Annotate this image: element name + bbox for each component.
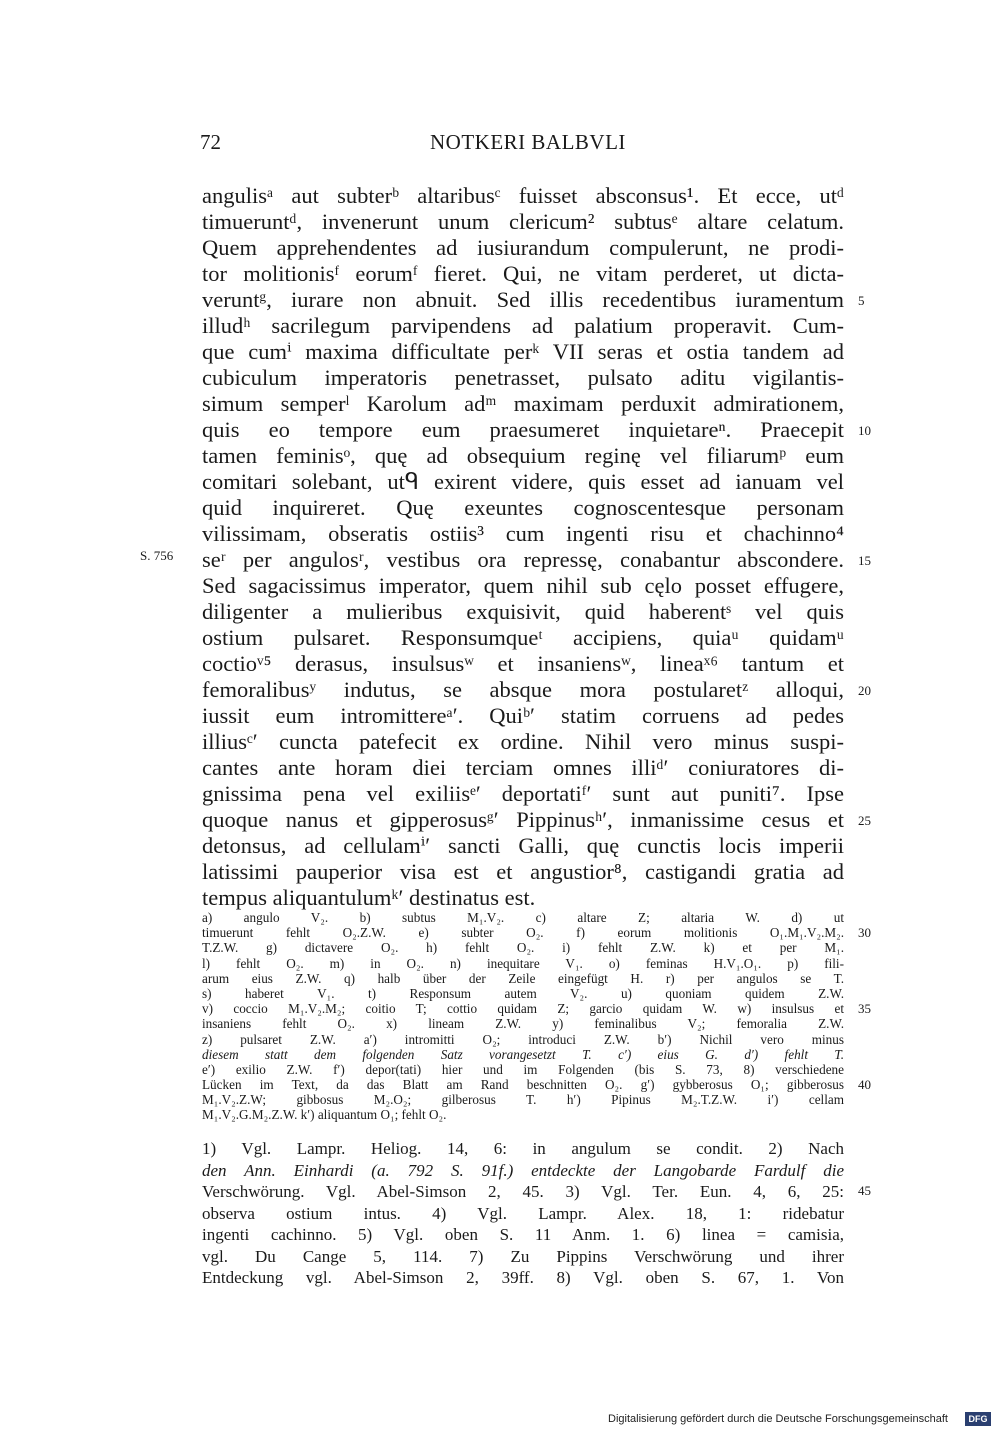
apparatus-line: Lücken im Text, da das Blatt am Rand beschnitten O₂. g′) gybberosus O₁; gibberosus — [202, 1077, 844, 1093]
footnote-line: ingenti cachinno. 5) Vgl. oben S. 11 Anm. 1. 6) linea = camisia, — [202, 1225, 844, 1244]
apparatus-line: z) pulsaret Z.W. a′) intromitti O₂; introduci Z.W. b′) Nichil vero minus — [202, 1031, 844, 1047]
main-text — [202, 183, 844, 911]
text-line: tempus aliquantulumᵏ′ destinatus est. — [202, 885, 536, 910]
text-line: tamen feminisᵒ, quę ad obsequium reginę vel filiarumᵖ eum — [202, 443, 844, 468]
critical-apparatus — [202, 910, 844, 1123]
text-line: veruntᵍ, iurare non abnuit. Sed illis recedentibus iuramentum — [202, 287, 844, 312]
apparatus-line: M₁.V₂.G.M₂.Z.W. k′) aliquantum O₁; fehlt O₂. — [202, 1107, 447, 1123]
text-line: que cumⁱ maxima difficultate perᵏ VII seras et ostia tandem ad — [202, 339, 844, 364]
footnote-line: Verschwörung. Vgl. Abel-Simson 2, 45. 3) Vgl. Ter. Eun. 4, 6, 25: — [202, 1182, 844, 1201]
apparatus-line: T.Z.W. g) dictavere O₂. h) fehlt O₂. i) fehlt Z.W. k) et per M₁. — [202, 940, 844, 956]
apparatus-line: s) haberet V₁. t) Responsum autem V₂. u) quoniam quidem Z.W. — [202, 985, 844, 1001]
apparatus-line: timuerunt fehlt O₂.Z.W. e) subter O₂. f) eorum molitionis O₁.M₁.V₂.M₂. — [202, 925, 844, 941]
text-line: quoque nanus et gipperosusᵍ′ Pippinusʰ′, inmanissime cesus et — [202, 807, 844, 832]
text-line: seʳ per angulosʳ, vestibus ora repressę, conabantur abscondere. — [202, 547, 844, 572]
line-number: 20 — [858, 683, 871, 698]
line-number: 5 — [858, 293, 865, 308]
line-number: 30 — [858, 925, 871, 940]
text-line: comitari solebant, utᑫ exirent videre, quis esset ad ianuam vel — [202, 469, 844, 494]
line-number: 35 — [858, 1001, 871, 1016]
apparatus-line: insaniens fehlt O₂. x) lineam Z.W. y) feminalibus V₂; femoralia Z.W. — [202, 1016, 844, 1032]
apparatus-line: M₁.V₂.Z.W; gibbosus M₂.O₂; gilberosus T. h′) Pipinus M₂.T.Z.W. i′) cellam — [202, 1092, 844, 1108]
apparatus-line: e′) exilio Z.W. f′) depor(tati) hier und im Folgenden (bis S. 73, 8) verschiedene — [202, 1061, 844, 1077]
line-number: 40 — [858, 1077, 871, 1092]
text-line: illudʰ sacrilegum parvipendens ad palatium properavit. Cum- — [202, 313, 844, 338]
apparatus-line: arum eius Z.W. q) halb über der Zeile eingefügt H. r) per angulos se T. — [202, 970, 844, 986]
apparatus-line: a) angulo V₂. b) subtus M₁.V₂. c) altare Z; altaria W. d) ut — [202, 910, 844, 925]
text-line: illiusᶜ′ cuncta patefecit ex ordine. Nihil vero minus suspi- — [202, 729, 844, 754]
text-line: quis eo tempore eum praesumeret inquietareⁿ. Praecepit — [202, 417, 844, 442]
text-line: ostium pulsaret. Responsumqueᵗ accipiens, quiaᵘ quidamᵘ — [202, 625, 844, 650]
text-line: timueruntᵈ, invenerunt unum clericum² subtusᵉ altare celatum. — [202, 209, 844, 234]
footnote-line-number: 45 — [858, 1183, 871, 1198]
side-reference: S. 756 — [140, 548, 174, 563]
text-line: simum semperˡ Karolum adᵐ maximam perduxit admirationem, — [202, 391, 844, 416]
text-line: gnissima pena vel exiliisᵉ′ deportatiᶠ′ sunt aut puniti⁷. Ipse — [202, 781, 844, 806]
digitization-credit: Digitalisierung gefördert durch die Deutsche Forschungsgemeinschaft — [608, 1413, 948, 1425]
footnote-line: 1) Vgl. Lampr. Heliog. 14, 6: in angulum se condit. 2) Nach — [202, 1139, 844, 1158]
text-line: cubiculum imperatoris penetrasset, pulsato aditu vigilantis- — [202, 365, 844, 390]
text-line: angulisᵃ aut subterᵇ altaribusᶜ fuisset absconsus¹. Et ecce, utᵈ — [202, 183, 844, 208]
apparatus-line: l) fehlt O₂. m) in O₂. n) inequitare V₁. o) feminas H.V₁.O₁. p) fili- — [202, 955, 844, 971]
footnote-line: vgl. Du Cange 5, 114. 7) Zu Pippins Verschwörung und ihrer — [202, 1246, 844, 1266]
dfg-logo: DFG — [965, 1412, 991, 1426]
apparatus-line: v) coccio M₁.V₂.M₂; coitio T; cottio quidam Z; garcio quidam W. w) insulsus et — [202, 1001, 844, 1017]
text-line: femoralibusʸ indutus, se absque mora postularetᶻ alloqui, — [202, 677, 844, 702]
text-line: detonsus, ad cellulamⁱ′ sancti Galli, quę cunctis locis imperii — [202, 833, 844, 858]
text-line: latissimi pauperior visa est et angustior⁸, castigandi gratia ad — [202, 859, 844, 884]
footnote-line: Entdeckung vgl. Abel-Simson 2, 39ff. 8) Vgl. oben S. 67, 1. Von — [202, 1268, 844, 1287]
footnote-line: den Ann. Einhardi (a. 792 S. 91f.) entdeckte der Langobarde Fardulf die — [202, 1160, 844, 1180]
running-title: NOTKERI BALBVLI — [430, 130, 626, 154]
apparatus-line: diesem statt dem folgenden Satz vorangesetzt T. c′) eius G. d′) fehlt T. — [202, 1046, 844, 1062]
text-line: coctioᵛ⁵ derasus, insulsusʷ et insaniensʷ, lineaˣ⁶ tantum et — [202, 651, 844, 676]
text-line: vilissimam, obseratis ostiis³ cum ingenti risu et chachinno⁴ — [202, 521, 844, 546]
line-number: 15 — [858, 553, 871, 568]
line-number: 10 — [858, 423, 871, 438]
text-line: tor molitionisᶠ eorumᶠ fieret. Qui, ne vitam perderet, ut dicta- — [202, 261, 844, 286]
footnotes — [202, 1138, 844, 1289]
text-line: Quem apprehendentes ad iusiurandum compulerunt, ne prodi- — [202, 235, 844, 260]
text-line: diligenter a mulieribus exquisivit, quid haberentˢ vel quis — [202, 599, 844, 624]
text-line: iussit eum intromittereᵃ′. Quiᵇ′ statim corruens ad pedes — [202, 703, 844, 728]
text-line: cantes ante horam diei terciam omnes illiᵈ′ coniuratores di- — [202, 755, 844, 780]
footnote-line: observa ostium intus. 4) Vgl. Lampr. Alex. 18, 1: ridebatur — [202, 1203, 844, 1223]
page-number: 72 — [200, 130, 221, 154]
text-line: quid inquireret. Quę exeuntes cognoscentesque personam — [202, 495, 844, 520]
text-line: Sed sagacissimus imperator, quem nihil sub cęlo posset effugere, — [202, 573, 844, 598]
line-number: 25 — [858, 813, 871, 828]
